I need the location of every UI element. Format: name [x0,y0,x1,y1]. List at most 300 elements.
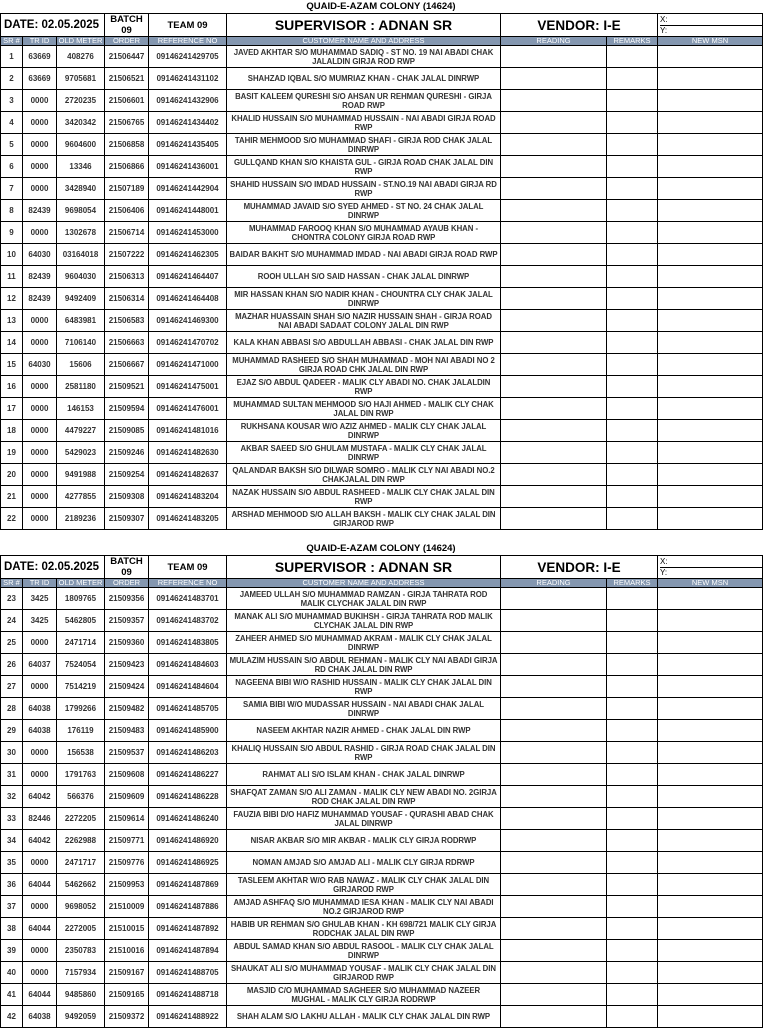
reading-cell [501,1006,607,1028]
new-msn-cell [658,786,763,808]
reference-no-cell: 09146241464407 [149,266,227,288]
remarks-cell [607,852,658,874]
old-meter-cell: 9485860 [57,984,105,1006]
order-cell: 21509307 [105,508,149,530]
remarks-cell [607,420,658,442]
table-row [1,288,763,310]
remarks-cell [607,962,658,984]
old-meter-cell: 7524054 [57,654,105,676]
table-row [1,464,763,486]
reading-cell [501,288,607,310]
tr-id-cell: 0000 [23,508,57,530]
table-row [1,112,763,134]
table-row [1,134,763,156]
old-meter-cell: 2471714 [57,632,105,654]
tr-id-cell: 0000 [23,398,57,420]
tr-id-cell: 0000 [23,676,57,698]
table-row [1,698,763,720]
column-header: READING [501,579,607,588]
table-row [1,786,763,808]
tr-id-cell: 0000 [23,962,57,984]
reference-no-cell: 09146241476001 [149,398,227,420]
column-header: REMARKS [607,37,658,46]
old-meter-cell: 9491988 [57,464,105,486]
remarks-cell [607,610,658,632]
remarks-cell [607,764,658,786]
sr-cell: 31 [1,764,23,786]
reading-cell [501,588,607,610]
remarks-cell [607,178,658,200]
customer-name-address-cell: KHALID HUSSAIN S/O MUHAMMAD HUSSAIN - NAI ABADI GIRJA ROAD RWP [227,112,501,134]
customer-name-address-cell: EJAZ S/O ABDUL QADEER - MALIK CLY ABADI NO. CHAK JALALDIN RWP [227,376,501,398]
new-msn-cell [658,420,763,442]
table-row [1,310,763,332]
order-cell: 21506406 [105,200,149,222]
customer-name-address-cell: MULAZIM HUSSAIN S/O ABDUL REHMAN - MALIK CLY NAI ABADI GIRJA RD CHAK JALAL DIN RWP [227,654,501,676]
column-header: SR # [1,37,23,46]
table-row [1,962,763,984]
reference-no-cell: 09146241432906 [149,90,227,112]
reading-cell [501,654,607,676]
old-meter-cell: 1799266 [57,698,105,720]
supervisor-label: SUPERVISOR : ADNAN SR [227,556,501,579]
sr-cell: 18 [1,420,23,442]
table-row [1,918,763,940]
reference-no-cell: 09146241436001 [149,156,227,178]
remarks-cell [607,244,658,266]
tr-id-cell: 64042 [23,786,57,808]
order-cell: 21509424 [105,676,149,698]
reference-no-cell: 09146241484603 [149,654,227,676]
tr-id-cell: 3425 [23,610,57,632]
remarks-cell [607,310,658,332]
customer-name-address-cell: KALA KHAN ABBASI S/O ABDULLAH ABBASI - CHAK JALAL DIN RWP [227,332,501,354]
remarks-cell [607,720,658,742]
reading-cell [501,46,607,68]
new-msn-cell [658,398,763,420]
old-meter-cell: 9698052 [57,896,105,918]
tr-id-cell: 0000 [23,632,57,654]
sr-cell: 16 [1,376,23,398]
order-cell: 21506866 [105,156,149,178]
remarks-cell [607,112,658,134]
reading-cell [501,962,607,984]
remarks-cell [607,742,658,764]
sr-cell: 38 [1,918,23,940]
table-row [1,852,763,874]
order-cell: 21510015 [105,918,149,940]
sr-cell: 26 [1,654,23,676]
new-msn-cell [658,764,763,786]
customer-name-address-cell: MAZHAR HUASSAIN SHAH S/O NAZIR HUSSAIN SHAH - GIRJA ROAD NAI ABADI SADAAT COLONY JALAL DIN RWP [227,310,501,332]
column-header: NEW MSN [658,37,763,46]
order-cell: 21509483 [105,720,149,742]
reference-no-cell: 09146241487892 [149,918,227,940]
new-msn-cell [658,156,763,178]
reference-no-cell: 09146241464408 [149,288,227,310]
remarks-cell [607,786,658,808]
reading-cell [501,764,607,786]
table-row [1,332,763,354]
order-cell: 21510009 [105,896,149,918]
reference-no-cell: 09146241486925 [149,852,227,874]
table-row [1,654,763,676]
sr-cell: 1 [1,46,23,68]
tr-id-cell: 0000 [23,332,57,354]
reference-no-cell: 09146241485705 [149,698,227,720]
table-row [1,376,763,398]
customer-name-address-cell: FAUZIA BIBI D/O HAFIZ MUHAMMAD YOUSAF - QURASHI ABAD CHAK JALAL DINRWP [227,808,501,830]
reading-cell [501,632,607,654]
customer-name-address-cell: GULLQAND KHAN S/O KHAISTA GUL - GIRJA ROAD CHAK JALAL DIN RWP [227,156,501,178]
old-meter-cell: 5429023 [57,442,105,464]
reference-no-cell: 09146241487886 [149,896,227,918]
table-row [1,442,763,464]
table-row [1,1006,763,1028]
old-meter-cell: 2350783 [57,940,105,962]
xy-coordinate-cell [658,14,763,37]
sr-cell: 14 [1,332,23,354]
tr-id-cell: 64030 [23,244,57,266]
remarks-cell [607,398,658,420]
new-msn-cell [658,486,763,508]
table-row [1,720,763,742]
tr-id-cell: 64044 [23,874,57,896]
reading-cell [501,68,607,90]
sr-cell: 19 [1,442,23,464]
reading-cell [501,742,607,764]
customer-name-address-cell: NASEEM AKHTAR NAZIR AHMED - CHAK JALAL DIN RWP [227,720,501,742]
sr-cell: 41 [1,984,23,1006]
old-meter-cell: 2262988 [57,830,105,852]
old-meter-cell: 408276 [57,46,105,68]
old-meter-cell: 4479227 [57,420,105,442]
reference-no-cell: 09146241488718 [149,984,227,1006]
tr-id-cell: 0000 [23,112,57,134]
reading-cell [501,420,607,442]
reading-cell [501,398,607,420]
reference-no-cell: 09146241429705 [149,46,227,68]
reading-cell [501,266,607,288]
column-header: OLD METER [57,37,105,46]
reference-no-cell: 09146241435405 [149,134,227,156]
order-cell: 21509254 [105,464,149,486]
sr-cell: 29 [1,720,23,742]
remarks-cell [607,676,658,698]
order-cell: 21509776 [105,852,149,874]
old-meter-cell: 2581180 [57,376,105,398]
order-cell: 21509609 [105,786,149,808]
new-msn-cell [658,332,763,354]
sr-cell: 28 [1,698,23,720]
remarks-cell [607,354,658,376]
reference-no-cell: 09146241483701 [149,588,227,610]
customer-name-address-cell: NOMAN AMJAD S/O AMJAD ALI - MALIK CLY GIRJA RDRWP [227,852,501,874]
customer-name-address-cell: MUHAMMAD RASHEED S/O SHAH MUHAMMAD - MOH NAI ABADI NO 2 GIRJA ROAD CHK JALAL DIN RWP [227,354,501,376]
sr-cell: 21 [1,486,23,508]
new-msn-cell [658,354,763,376]
reading-cell [501,698,607,720]
order-cell: 21509521 [105,376,149,398]
sr-cell: 22 [1,508,23,530]
customer-name-address-cell: MASJID C/O MUHAMMAD SAGHEER S/O MUHAMMAD NAZEER MUGHAL - MALIK CLY GIRJA RODRWP [227,984,501,1006]
old-meter-cell: 7514219 [57,676,105,698]
new-msn-cell [658,464,763,486]
new-msn-cell [658,1006,763,1028]
reading-cell [501,222,607,244]
column-header-row [1,37,763,46]
reference-no-cell: 09146241434402 [149,112,227,134]
new-msn-cell [658,918,763,940]
table-row [1,764,763,786]
remarks-cell [607,464,658,486]
remarks-cell [607,376,658,398]
remarks-cell [607,632,658,654]
new-msn-cell [658,90,763,112]
reading-cell [501,310,607,332]
column-header: READING [501,37,607,46]
old-meter-cell: 156538 [57,742,105,764]
order-cell: 21506447 [105,46,149,68]
new-msn-cell [658,610,763,632]
reading-cell [501,464,607,486]
order-cell: 21506314 [105,288,149,310]
sr-cell: 35 [1,852,23,874]
remarks-cell [607,68,658,90]
new-msn-cell [658,222,763,244]
reading-cell [501,508,607,530]
remarks-cell [607,808,658,830]
order-cell: 21509085 [105,420,149,442]
new-msn-cell [658,874,763,896]
old-meter-cell: 2189236 [57,508,105,530]
remarks-cell [607,830,658,852]
tr-id-cell: 0000 [23,742,57,764]
reference-no-cell: 09146241483204 [149,486,227,508]
order-cell: 21506313 [105,266,149,288]
reading-cell [501,874,607,896]
sr-cell: 3 [1,90,23,112]
old-meter-cell: 4277855 [57,486,105,508]
table-row [1,508,763,530]
sr-cell: 30 [1,742,23,764]
sr-cell: 40 [1,962,23,984]
column-header: ORDER [105,37,149,46]
reading-cell [501,720,607,742]
reading-cell [501,984,607,1006]
order-cell: 21506714 [105,222,149,244]
new-msn-cell [658,852,763,874]
tr-id-cell: 0000 [23,940,57,962]
reading-cell [501,830,607,852]
header-row [1,14,763,37]
remarks-cell [607,918,658,940]
tr-id-cell: 0000 [23,852,57,874]
tr-id-cell: 0000 [23,376,57,398]
reading-cell [501,896,607,918]
sr-cell: 39 [1,940,23,962]
new-msn-cell [658,940,763,962]
old-meter-cell: 03164018 [57,244,105,266]
reference-no-cell: 09146241462305 [149,244,227,266]
customer-name-address-cell: SHAH ALAM S/O LAKHU ALLAH - MALIK CLY CHAK JALAL DIN RWP [227,1006,501,1028]
reading-cell [501,676,607,698]
reading-cell [501,90,607,112]
sr-cell: 7 [1,178,23,200]
y-label: Y: [660,25,668,35]
reference-no-cell: 09146241453000 [149,222,227,244]
old-meter-cell: 146153 [57,398,105,420]
tr-id-cell: 0000 [23,310,57,332]
table-row [1,46,763,68]
reference-no-cell: 09146241483702 [149,610,227,632]
order-cell: 21509953 [105,874,149,896]
order-cell: 21506663 [105,332,149,354]
order-cell: 21507189 [105,178,149,200]
reading-cell [501,918,607,940]
tr-id-cell: 82439 [23,288,57,310]
tr-id-cell: 0000 [23,156,57,178]
customer-name-address-cell: NAZAK HUSSAIN S/O ABDUL RASHEED - MALIK CLY CHAK JALAL DIN RWP [227,486,501,508]
column-header: TR ID [23,579,57,588]
new-msn-cell [658,178,763,200]
column-header: ORDER [105,579,149,588]
tr-id-cell: 0000 [23,486,57,508]
remarks-cell [607,984,658,1006]
reading-cell [501,786,607,808]
table-row [1,676,763,698]
customer-name-address-cell: SHAFQAT ZAMAN S/O ALI ZAMAN - MALIK CLY NEW ABADI NO. 2GIRJA ROD CHAK JALAL DIN RWP [227,786,501,808]
sr-cell: 37 [1,896,23,918]
tr-id-cell: 0000 [23,134,57,156]
vendor-label: VENDOR: I-E [501,556,658,579]
tr-id-cell: 63669 [23,68,57,90]
reference-no-cell: 09146241483805 [149,632,227,654]
reading-cell [501,852,607,874]
old-meter-cell: 2720235 [57,90,105,112]
tr-id-cell: 82446 [23,808,57,830]
old-meter-cell: 5462662 [57,874,105,896]
new-msn-cell [658,742,763,764]
supervisor-label: SUPERVISOR : ADNAN SR [227,14,501,37]
reading-cell [501,808,607,830]
order-cell: 21509372 [105,1006,149,1028]
old-meter-cell: 566376 [57,786,105,808]
reference-no-cell: 09146241486920 [149,830,227,852]
date-label: DATE: 02.05.2025 [1,14,105,37]
new-msn-cell [658,112,763,134]
new-msn-cell [658,698,763,720]
header-row [1,556,763,579]
old-meter-cell: 1302678 [57,222,105,244]
remarks-cell [607,874,658,896]
new-msn-cell [658,830,763,852]
reference-no-cell: 09146241485900 [149,720,227,742]
order-cell: 21509246 [105,442,149,464]
old-meter-cell: 1809765 [57,588,105,610]
customer-name-address-cell: TAHIR MEHMOOD S/O MUHAMMAD SHAFI - GIRJA ROD CHAK JALAL DINRWP [227,134,501,156]
old-meter-cell: 3420342 [57,112,105,134]
new-msn-cell [658,442,763,464]
customer-name-address-cell: MIR HASSAN KHAN S/O NADIR KHAN - CHOUNTRA CLY CHAK JALAL DINRWP [227,288,501,310]
reading-cell [501,244,607,266]
tr-id-cell: 0000 [23,90,57,112]
column-header: CUSTOMER NAME AND ADDRESS [227,37,501,46]
table-row [1,588,763,610]
reference-no-cell: 09146241487894 [149,940,227,962]
order-cell: 21507222 [105,244,149,266]
reading-cell [501,376,607,398]
order-cell: 21509356 [105,588,149,610]
sr-cell: 24 [1,610,23,632]
customer-name-address-cell: MANAK ALI S/O MUHAMMAD BUKIHSH - GIRJA TAHRATA ROD MALIK CLYCHAK JALAL DIN RWP [227,610,501,632]
sr-cell: 13 [1,310,23,332]
new-msn-cell [658,376,763,398]
reading-cell [501,178,607,200]
tr-id-cell: 64038 [23,698,57,720]
x-label: X: [660,557,762,568]
records-table [0,13,763,530]
customer-name-address-cell: SHAHZAD IQBAL S/O MUMRIAZ KHAN - CHAK JALAL DINRWP [227,68,501,90]
old-meter-cell: 9604600 [57,134,105,156]
sr-cell: 33 [1,808,23,830]
customer-name-address-cell: QALANDAR BAKSH S/O DILWAR SOMRO - MALIK CLY NAI ABADI NO.2 CHAKJALAL DIN RWP [227,464,501,486]
new-msn-cell [658,654,763,676]
customer-name-address-cell: MUHAMMAD SULTAN MEHMOOD S/O HAJI AHMED - MALIK CLY CHAK JALAL DIN RWP [227,398,501,420]
reading-cell [501,940,607,962]
reference-no-cell: 09146241486227 [149,764,227,786]
remarks-cell [607,940,658,962]
remarks-cell [607,508,658,530]
remarks-cell [607,654,658,676]
old-meter-cell: 176119 [57,720,105,742]
order-cell: 21506667 [105,354,149,376]
order-cell: 21509771 [105,830,149,852]
sr-cell: 36 [1,874,23,896]
tr-id-cell: 64044 [23,918,57,940]
sr-cell: 23 [1,588,23,610]
old-meter-cell: 9698054 [57,200,105,222]
team-label: TEAM 09 [149,14,227,37]
column-header: TR ID [23,37,57,46]
batch-label: BATCH 09 [105,14,149,37]
tr-id-cell: 0000 [23,464,57,486]
records-table [0,555,763,1028]
table-row [1,354,763,376]
customer-name-address-cell: BAIDAR BAKHT S/O MUHAMMAD IMDAD - NAI ABADI GIRJA ROAD RWP [227,244,501,266]
order-cell: 21509608 [105,764,149,786]
old-meter-cell: 5462805 [57,610,105,632]
table-row [1,244,763,266]
reading-cell [501,156,607,178]
sr-cell: 20 [1,464,23,486]
remarks-cell [607,156,658,178]
reference-no-cell: 09146241442904 [149,178,227,200]
order-cell: 21509594 [105,398,149,420]
customer-name-address-cell: SHAHID HUSSAIN S/O IMDAD HUSSAIN - ST.NO.19 NAI ABADI GIRJA RD RWP [227,178,501,200]
remarks-cell [607,134,658,156]
new-msn-cell [658,808,763,830]
column-header: CUSTOMER NAME AND ADDRESS [227,579,501,588]
y-label: Y: [660,567,668,577]
table-row [1,984,763,1006]
table-row [1,266,763,288]
order-cell: 21509357 [105,610,149,632]
sr-cell: 27 [1,676,23,698]
tr-id-cell: 0000 [23,764,57,786]
tr-id-cell: 64037 [23,654,57,676]
old-meter-cell: 6483981 [57,310,105,332]
